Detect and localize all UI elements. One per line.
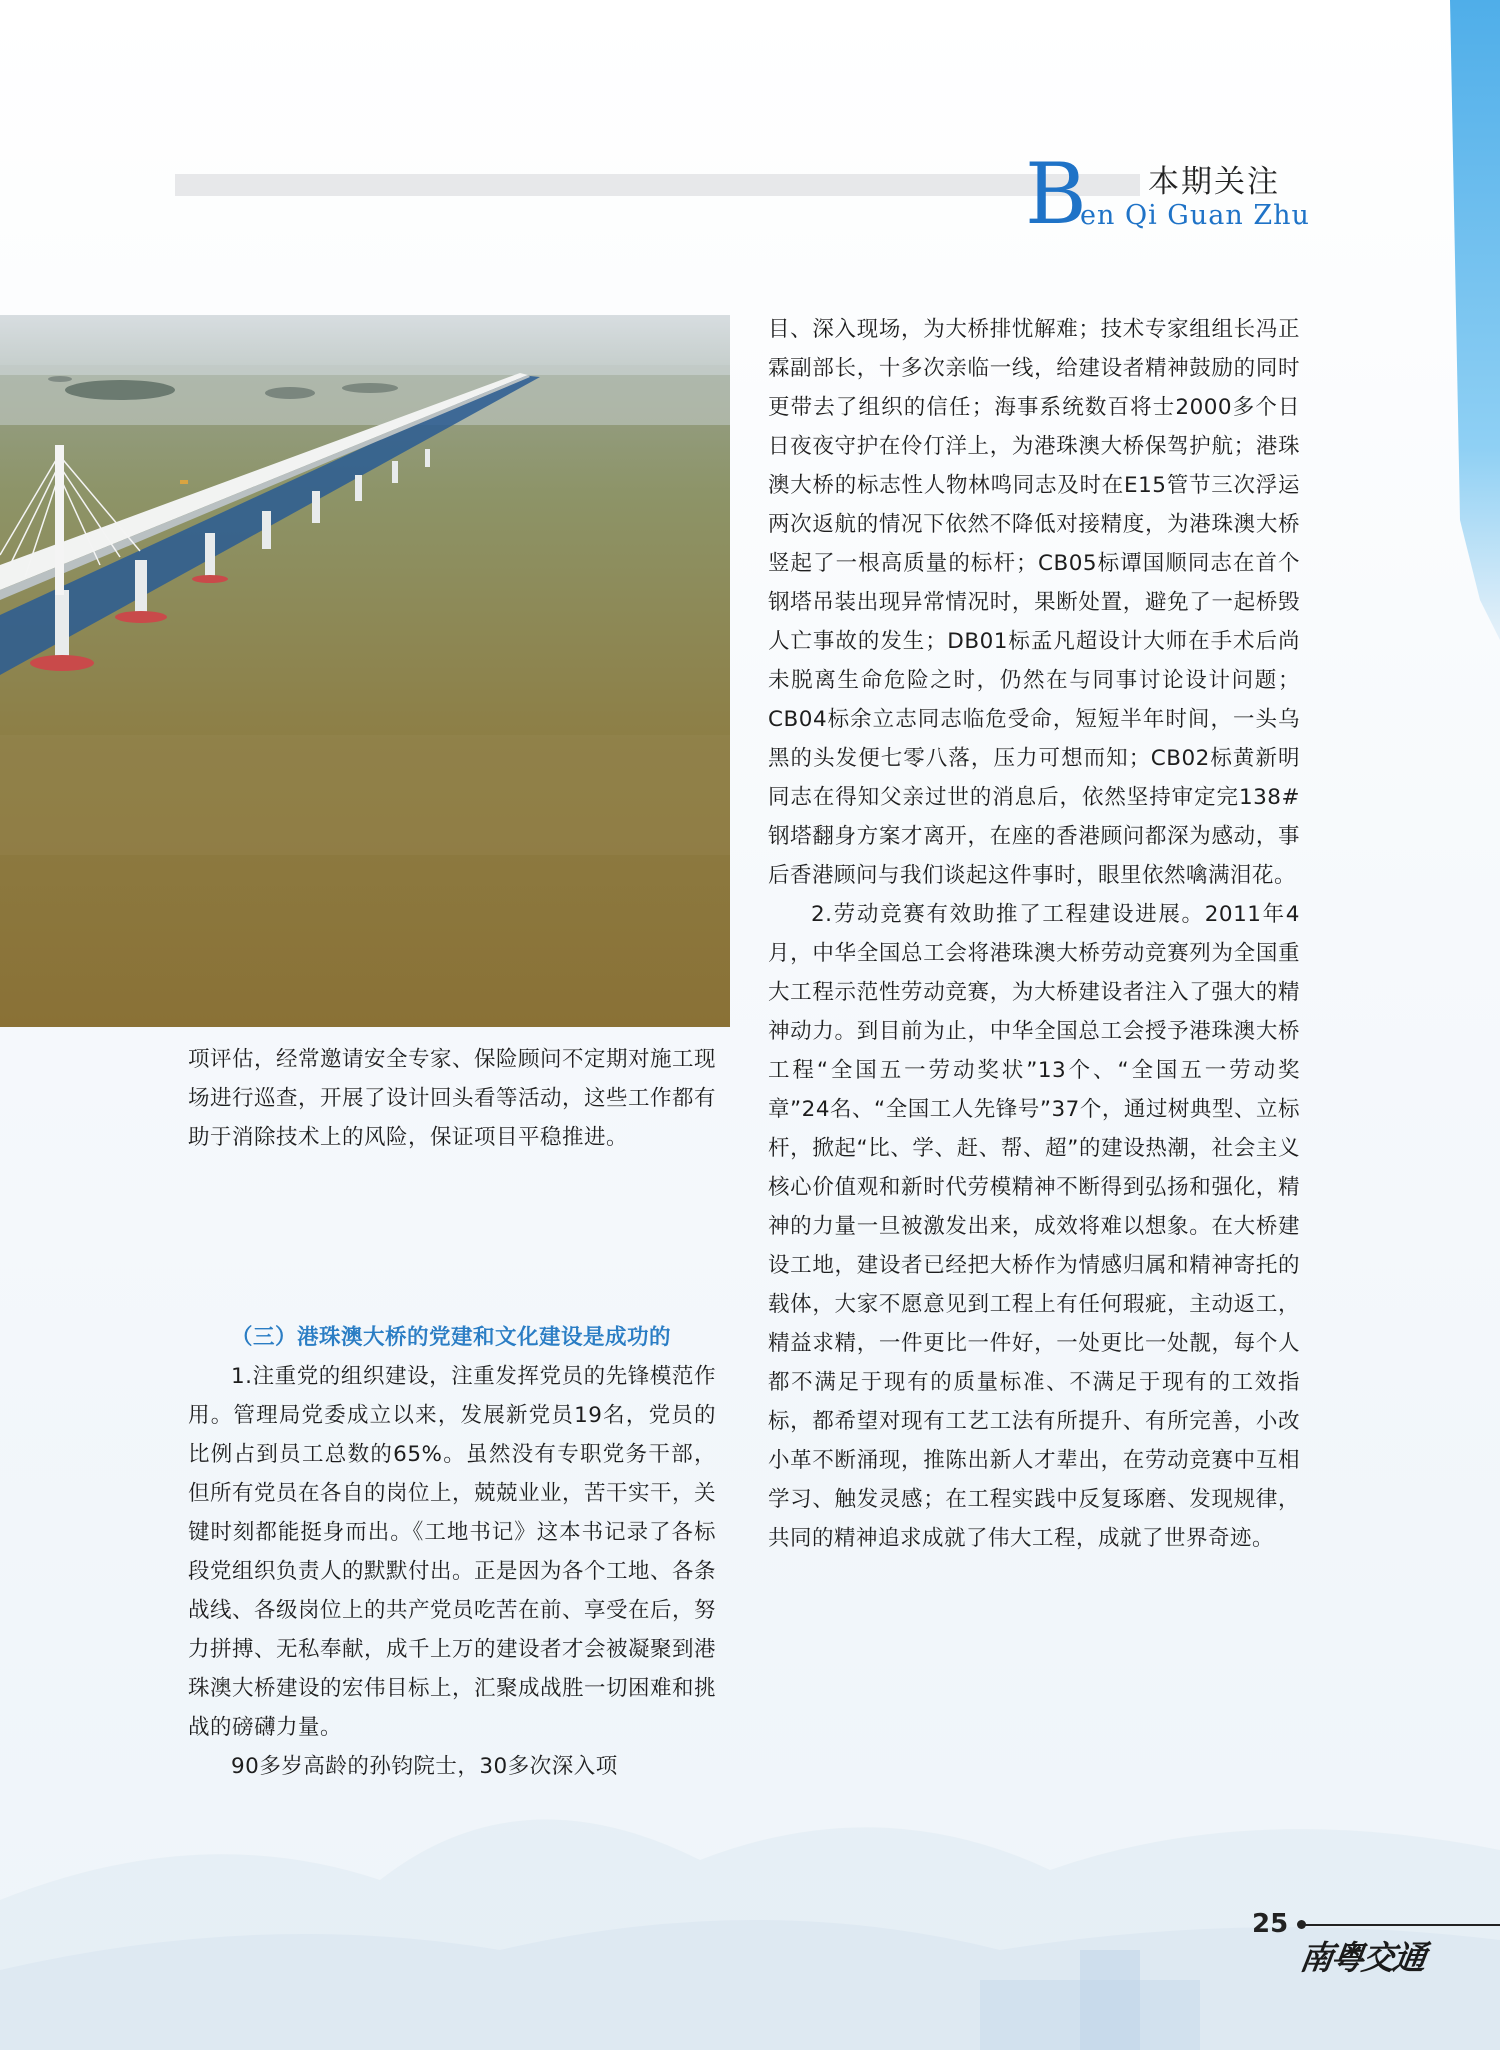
footer-rule [1305, 1924, 1500, 1926]
header-big-letter: B [1025, 145, 1087, 243]
paragraph-party-organization: 1.注重党的组织建设，注重发挥党员的先锋模范作用。管理局党委成立以来，发展新党员19名，党员的比例占到员工总数的65%。虽然没有专职党务干部，但所有党员在各自的岗位上，兢兢业业，苦干实干，关键时刻都能挺身而出。《工地书记》这本书记录了各标段党组织负责人的默默付出。正是因为各个工地、各条战线、各级岗位上的共产党员吃苦在前、享受在后，努力拼搏、无私奉献，成千上万的建设者才会被凝聚到港珠澳大桥建设的宏伟目标上，汇聚成战胜一切困难和挑战的磅礴力量。 [188, 1364, 717, 1740]
paragraph-risk-assessment: 项评估，经常邀请安全专家、保险顾问不定期对施工现场进行巡查，开展了设计回头看等活动，这些工作都有助于消除技术上的风险，保证项目平稳推进。 [188, 1047, 717, 1150]
section-heading: （三）港珠澳大桥的党建和文化建设是成功的 [231, 1325, 672, 1350]
section-title-pinyin: en Qi Guan Zhu [1080, 200, 1310, 231]
paragraph-academician: 90多岁高龄的孙钧院士，30多次深入项 [231, 1754, 618, 1779]
page-number: 25 [1252, 1909, 1289, 1939]
section-title-cn: 本期关注 [1148, 164, 1280, 200]
magazine-logo: 南粤交通 [1297, 1938, 1427, 1977]
text-column-right [768, 310, 1300, 1558]
paragraph-labor-competition: 2.劳动竞赛有效助推了工程建设进展。2011年4月，中华全国总工会将港珠澳大桥劳动竞赛列为全国重大工程示范性劳动竞赛，为大桥建设者注入了强大的精神动力。到目前为止，中华全国总工会授予港珠澳大桥工程“全国五一劳动奖状”13个、“全国五一劳动奖章”24名、“全国工人先锋号”37个，通过树典型、立标杆，掀起“比、学、赶、帮、超”的建设热潮，社会主义核心价值观和新时代劳模精神不断得到弘扬和强化，精神的力量一旦被激发出来，成效将难以想象。在大桥建设工地，建设者已经把大桥作为情感归属和精神寄托的载体，大家不愿意见到工程上有任何瑕疵，主动返工，精益求精，一件更比一件好，一处更比一处靓，每个人都不满足于现有的质量标准、不满足于现有的工效指标，都希望对现有工艺工法有所提升、有所完善，小改小革不断涌现，推陈出新人才辈出，在劳动竞赛中互相学习、触发灵感；在工程实践中反复琢磨、发现规律，共同的精神追求成就了伟大工程，成就了世界奇迹。 [768, 902, 1300, 1551]
text-column-left-top [188, 1040, 716, 1157]
header-bar [175, 174, 1140, 196]
paragraph-continued: 目、深入现场，为大桥排忧解难；技术专家组组长冯正霖副部长，十多次亲临一线，给建设者精神鼓励的同时更带去了组织的信任；海事系统数百将士2000多个日日夜夜守护在伶仃洋上，为港珠澳大桥保驾护航；港珠澳大桥的标志性人物林鸣同志及时在E15管节三次浮运两次返航的情况下依然不降低对接精度，为港珠澳大桥竖起了一根高质量的标杆；CB05标谭国顺同志在首个钢塔吊装出现异常情况时，果断处置，避免了一起桥毁人亡事故的发生；DB01标孟凡超设计大师在手术后尚未脱离生命危险之时，仍然在与同事讨论设计问题；CB04标余立志同志临危受命，短短半年时间，一头乌黑的头发便七零八落，压力可想而知；CB02标黄新明同志在得知父亲过世的消息后，依然坚持审定完138#钢塔翻身方案才离开，在座的香港顾问都深为感动，事后香港顾问与我们谈起这件事时，眼里依然噙满泪花。 [768, 317, 1300, 888]
side-decor-stripe [1440, 0, 1500, 640]
bridge-photo [0, 315, 730, 1027]
text-column-left-main [188, 1318, 716, 1786]
